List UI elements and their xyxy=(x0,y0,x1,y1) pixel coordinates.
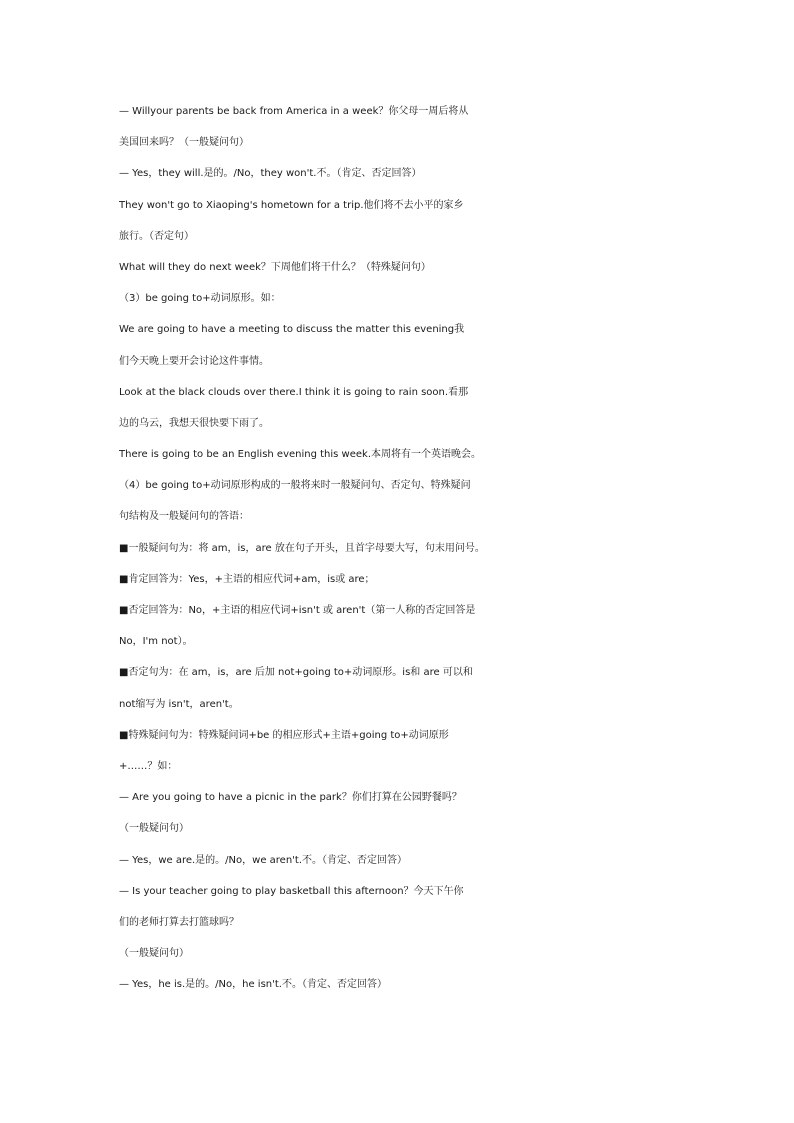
text-line: 美国回来吗？（一般疑问句） xyxy=(119,137,249,149)
text-line: 们今天晚上要开会讨论这件事情。 xyxy=(119,355,269,367)
text-line: They won't go to Xiaoping's hometown for a trip.他们将不去小平的家乡 xyxy=(119,199,464,211)
text-line: 句结构及一般疑问句的答语： xyxy=(119,511,249,523)
text-line: What will they do next week？下周他们将干什么？（特殊疑问句） xyxy=(119,261,431,273)
text-line: （一般疑问句） xyxy=(119,823,189,835)
text-line: 边的乌云，我想天很快要下雨了。 xyxy=(119,417,269,429)
text-line: ■特殊疑问句为：特殊疑问词+be 的相应形式+主语+going to+动词原形 xyxy=(119,729,449,741)
document-body xyxy=(119,96,679,1000)
text-line: We are going to have a meeting to discuss the matter this evening我 xyxy=(119,324,465,336)
text-line: ■否定回答为：No，+主语的相应代词+isn't 或 aren't（第一人称的否定回答是 xyxy=(119,605,476,616)
text-line: No，I'm not）。 xyxy=(119,636,193,648)
text-line: 旅行。（否定句） xyxy=(119,230,194,242)
text-line: （4）be going to+动词原形构成的一般将来时一般疑问句、否定句、特殊疑问 xyxy=(119,480,471,492)
text-line: 们的老师打算去打篮球吗？ xyxy=(119,916,239,928)
text-line: There is going to be an English evening this week.本周将有一个英语晚会。 xyxy=(119,449,482,461)
text-line: （一般疑问句） xyxy=(119,948,189,960)
text-line: ■肯定回答为：Yes，+主语的相应代词+am，is或 are； xyxy=(119,573,375,585)
text-line: ■否定句为：在 am，is，are 后加 not+going to+动词原形。is和 are 可以和 xyxy=(119,667,473,679)
text-line: +……？如： xyxy=(119,760,178,772)
text-line: （3）be going to+动词原形。如： xyxy=(119,293,281,305)
text-line: — Yes，we are.是的。/No，we aren't.不。（肯定、否定回答） xyxy=(119,854,408,866)
text-line: — Yes，they will.是的。/No，they won't.不。（肯定、否定回答） xyxy=(119,168,422,180)
text-line: — Yes，he is.是的。/No，he isn't.不。（肯定、否定回答） xyxy=(119,979,387,991)
text-line: — Willyour parents be back from America in a week？你父母一周后将从 xyxy=(119,106,469,117)
text-line: Look at the black clouds over there.I think it is going to rain soon.看那 xyxy=(119,386,469,398)
text-line: ■一般疑问句为：将 am，is，are 放在句子开头，且首字母要大写，句末用问号。 xyxy=(119,542,485,554)
text-line: — Are you going to have a picnic in the park？你们打算在公园野餐吗？ xyxy=(119,792,462,804)
text-line: not缩写为 isn't，aren't。 xyxy=(119,698,239,710)
text-line: — Is your teacher going to play basketball this afternoon？今天下午你 xyxy=(119,885,464,897)
